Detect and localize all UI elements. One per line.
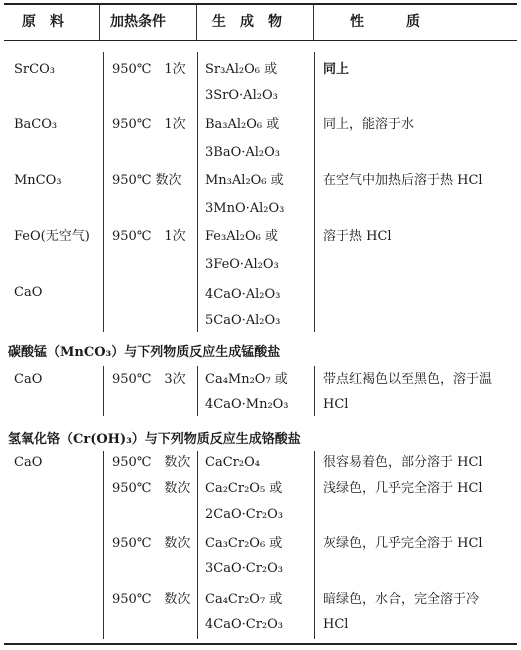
property-cell: 同上 [323, 62, 350, 77]
property-cell: 带点红褐色以至黑色，溶于温 [323, 372, 493, 387]
header-material: 原 料 [22, 14, 64, 30]
property-cell: 浅绿色，几乎完全溶于 HCl [323, 481, 483, 496]
product-cell: 5CaO·Al₂O₃ [205, 313, 281, 328]
header-condition: 加热条件 [110, 14, 166, 30]
property-cell: 很容易着色，部分溶于 HCl [323, 455, 483, 470]
condition-cell: 950℃ 数次 [112, 173, 182, 188]
property-cell: 在空气中加热后溶于热 HCl [323, 173, 483, 188]
material-cell: CaO [14, 372, 43, 387]
product-cell: Ca₄Cr₂O₇ 或 [205, 592, 283, 607]
header-rule [4, 40, 517, 41]
product-cell: Mn₃Al₂O₆ 或 [205, 173, 284, 188]
property-cell: HCl [323, 617, 349, 632]
condition-cell: 950℃ 1次 [112, 229, 186, 244]
property-cell: 暗绿色，水合，完全溶于冷 [323, 592, 480, 607]
s3-divider-1 [103, 451, 104, 639]
top-rule [4, 3, 517, 5]
s2-divider-2 [197, 366, 198, 416]
property-cell: 同上，能溶于水 [323, 117, 415, 132]
product-cell: 3SrO·Al₂O₃ [205, 88, 278, 103]
product-cell: 2CaO·Cr₂O₃ [205, 507, 283, 522]
s3-divider-3 [314, 451, 315, 639]
s1-divider-3 [314, 52, 315, 332]
property-cell: 灰绿色，几乎完全溶于 HCl [323, 536, 483, 551]
product-cell: Ca₃Cr₂O₆ 或 [205, 536, 283, 551]
header-divider-3 [313, 4, 314, 40]
product-cell: Sr₃Al₂O₆ 或 [205, 62, 278, 77]
s2-divider-3 [314, 366, 315, 416]
condition-cell: 950℃ 1次 [112, 117, 186, 132]
product-cell: CaCr₂O₄ [205, 455, 260, 470]
product-cell: Ca₄Mn₂O₇ 或 [205, 372, 288, 387]
product-cell: Ca₂Cr₂O₅ 或 [205, 481, 283, 496]
product-cell: 3CaO·Cr₂O₃ [205, 561, 283, 576]
s3-divider-2 [197, 451, 198, 639]
property-cell: HCl [323, 397, 349, 412]
condition-cell: 950℃ 数次 [112, 536, 191, 551]
product-cell: 3BaO·Al₂O₃ [205, 145, 280, 160]
product-cell: 4CaO·Cr₂O₃ [205, 617, 283, 632]
product-cell: Ba₃Al₂O₆ 或 [205, 117, 280, 132]
material-cell: SrCO₃ [14, 62, 55, 77]
material-cell: MnCO₃ [14, 173, 62, 188]
product-cell: 3MnO·Al₂O₃ [205, 201, 285, 216]
material-cell: BaCO₃ [14, 117, 58, 132]
header-divider-2 [196, 4, 197, 40]
product-cell: 4CaO·Mn₂O₃ [205, 397, 289, 412]
s1-divider-1 [103, 52, 104, 332]
s1-divider-2 [197, 52, 198, 332]
s2-divider-1 [103, 366, 104, 416]
condition-cell: 950℃ 数次 [112, 592, 191, 607]
condition-cell: 950℃ 1次 [112, 62, 186, 77]
header-property: 性 质 [350, 14, 420, 30]
condition-cell: 950℃ 3次 [112, 372, 186, 387]
condition-cell: 950℃ 数次 [112, 481, 191, 496]
property-cell: 溶于热 HCl [323, 229, 392, 244]
material-cell: FeO(无空气) [14, 229, 90, 244]
section-title-chromate: 氢氧化铬（Cr(OH)₃）与下列物质反应生成铬酸盐 [8, 432, 301, 447]
header-divider-1 [99, 4, 100, 40]
condition-cell: 950℃ 数次 [112, 455, 191, 470]
section-title-manganate: 碳酸锰（MnCO₃）与下列物质反应生成锰酸盐 [8, 345, 281, 360]
product-cell: 4CaO·Al₂O₃ [205, 287, 281, 302]
material-cell: CaO [14, 285, 43, 300]
bottom-rule [4, 643, 517, 645]
product-cell: Fe₃Al₂O₆ 或 [205, 229, 278, 244]
product-cell: 3FeO·Al₂O₃ [205, 257, 279, 272]
material-cell: CaO [14, 455, 43, 470]
header-product: 生 成 物 [212, 14, 282, 30]
